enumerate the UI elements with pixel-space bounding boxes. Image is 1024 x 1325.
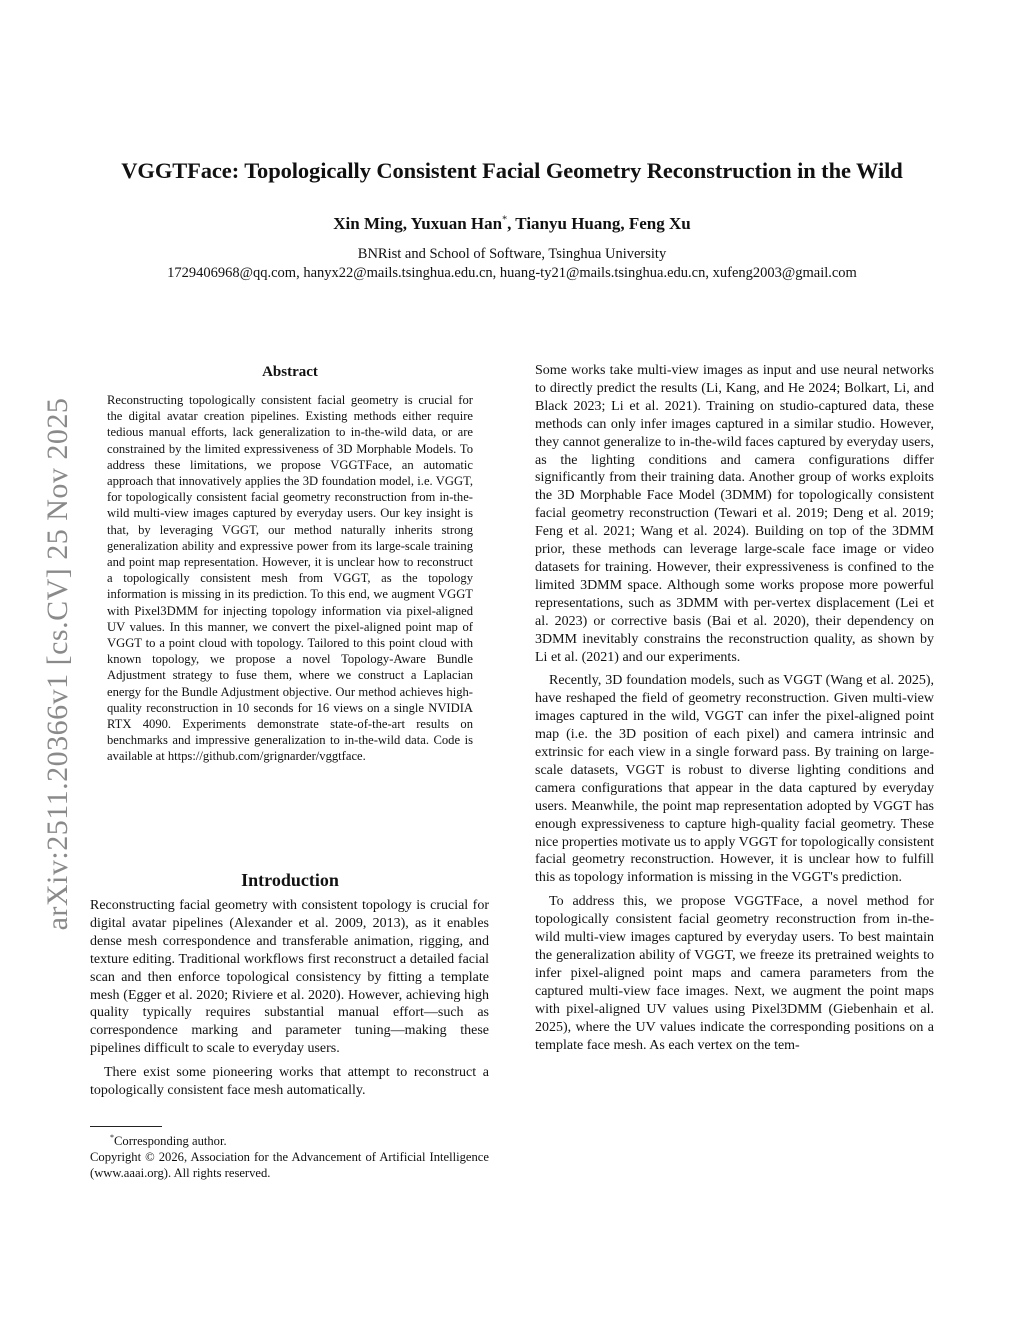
footnote-text: Corresponding author.: [114, 1134, 227, 1149]
intro-paragraph: There exist some pioneering works that attempt to reconstruct a topologically consistent face mesh automatically.: [90, 1065, 489, 1099]
affiliation: BNRist and School of Software, Tsinghua University: [357, 246, 667, 262]
introduction-body: [90, 897, 489, 1106]
authors-part-1: Xin Ming, Yuxuan Han: [333, 214, 503, 233]
body-paragraph: To address this, we propose VGGTFace, a novel method for topologically consistent facial geometry reconstruction from in-the-wild multi-view images captured by everyday users. To best maintain the generalization ability of VGGT, we freeze its pretrained weights to infer pixel-aligned point maps and camera parameters from the captured multi-view face images. Next, we augment the point maps with pixel-aligned UV values using Pixel3DMM (Giebenhain et al. 2025), where the UV values indicate the corresponding positions on a template face mesh. As each vertex on the tem-: [535, 894, 934, 1053]
corresponding-footnote: [90, 1130, 489, 1149]
copyright-notice: Copyright © 2026, Association for the Advancement of Artificial Intelligence (www.aaai.org). All rights reserved.: [90, 1150, 489, 1181]
body-paragraph: Recently, 3D foundation models, such as VGGT (Wang et al. 2025), have reshaped the field of geometry reconstruction. Given multi-view images captured in the wild, VGGT can infer the pixel-aligned point map (i.e. the 3D position of each pixel) and camera intrinsic and extrinsic for each view in a single forward pass. By training on large-scale datasets, VGGT is robust to diverse lighting conditions and camera configurations that appear in the data captured by everyday users. Meanwhile, the point map representation adopted by VGGT has enough expressiveness to capture high-quality facial geometry. These nice properties motivate us to apply VGGT for topologically consistent facial geometry reconstruction. However, it is unclear how to fulfill this as topology information is missing in the VGGT's prediction.: [535, 673, 934, 886]
intro-paragraph: Reconstructing facial geometry with consistent topology is crucial for digital avatar pipelines (Alexander et al. 2009, 2013), as it enables dense mesh correspondence and transferable animation, rigging, and texture editing. Traditional workflows first reconstruct a detailed facial scan and then enforce topological consistency by fitting a template mesh (Egger et al. 2020; Riviere et al. 2020). However, achieving high quality typically requires substantial manual effort—such as correspondence marking and parameter tuning—making these pipelines difficult to scale to everyday users.: [90, 898, 489, 1057]
introduction-heading: Introduction: [241, 870, 339, 890]
abstract-heading: Abstract: [262, 364, 318, 380]
body-paragraph: Some works take multi-view images as input and use neural networks to directly predict the results (Li, Kang, and He 2024; Bolkart, Li, and Black 2023; Li et al. 2021). Training on studio-captured data, these methods can only infer images captured in a similar studio. However, they cannot generalize to in-the-wild faces captured by everyday users, as the lighting conditions and camera configurations differ significantly from their training data. Another group of works exploits the 3D Morphable Face Model (3DMM) for topologically consistent facial geometry reconstruction (Tewari et al. 2019; Deng et al. 2019; Feng et al. 2021; Wang et al. 2024). Building on top of the 3DMM prior, these methods can leverage large-scale face image or video datasets for training. However, their expressiveness is confined to the limited 3DMM space. Although some works propose more powerful representations, such as 3DMM with per-vertex displacement (Lei et al. 2023) or corrective basis (Bai et al. 2020), their dependency on 3DMM inevitably constrains the reconstruction quality, as shown by Li et al. (2021) and our experiments.: [535, 363, 934, 665]
authors-part-2: , Tianyu Huang, Feng Xu: [507, 214, 691, 233]
author-list: [60, 214, 964, 234]
footnote-mark: *: [110, 1133, 114, 1142]
footnote: [90, 1130, 489, 1181]
author-emails: 1729406968@qq.com, hanyx22@mails.tsinghua.edu.cn, huang-ty21@mails.tsinghua.edu.cn, xufeng2003@gmail.com: [167, 265, 857, 281]
paper-title: VGGTFace: Topologically Consistent Facial Geometry Reconstruction in the Wild: [121, 158, 903, 183]
footnote-rule: [90, 1126, 162, 1127]
right-column-body: [535, 362, 934, 1060]
corresponding-mark: *: [502, 214, 508, 226]
abstract-text: Reconstructing topologically consistent facial geometry is crucial for the digital avatar creation pipelines. Existing methods either require tedious manual efforts, lack generalization to in-the-wild data, or are constrained by the limited expressiveness of 3D Morphable Models. To address these limitations, we propose VGGTFace, an automatic approach that innovatively applies the 3D foundation model, i.e. VGGT, for topologically consistent facial geometry reconstruction from in-the-wild multi-view images captured by everyday users. Our key insight is that, by leveraging VGGT, our method naturally inherits strong generalization ability and expressive power from its large-scale training and point map representation. However, it is unclear how to reconstruct a topologically consistent mesh from VGGT, as the topology information is missing in its prediction. To this end, we augment VGGT with Pixel3DMM for injecting topology information via pixel-aligned UV values. In this manner, we convert the pixel-aligned point map of VGGT to a point cloud with topology. Tailored to this point cloud with known topology, we propose a novel Topology-Aware Bundle Adjustment strategy to fuse them, where we construct a Laplacian energy for the Bundle Adjustment objective. Our method achieves high-quality reconstruction in 10 seconds for 16 views on a single NVIDIA RTX 4090. Experiments demonstrate state-of-the-art results on benchmarks and impressive generalization to in-the-wild data. Code is available at https://github.com/grignarder/vggtface.: [107, 393, 473, 764]
arxiv-id: arXiv:2511.20366v1 [cs.CV] 25 Nov 2025: [41, 397, 74, 931]
